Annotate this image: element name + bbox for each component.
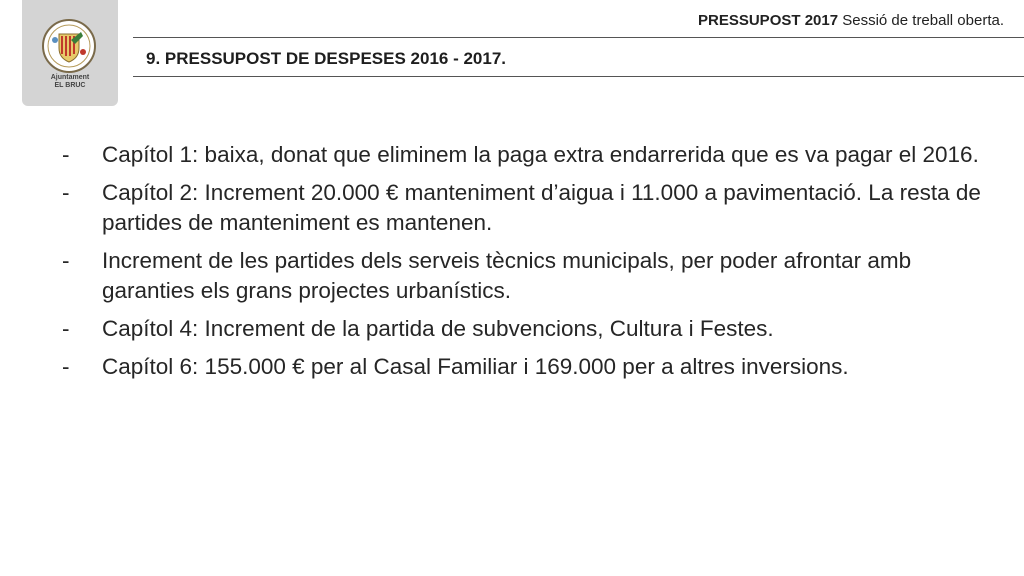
bullet-item: [62, 246, 1002, 306]
bullet-text: Increment de les partides dels serveis tècnics municipals, per poder afrontar amb garanties els grans projectes urbanístics.: [102, 248, 912, 303]
bullet-item: [62, 314, 1002, 344]
bullet-item: [62, 352, 1002, 382]
bullet-marker: -: [62, 180, 70, 205]
coat-of-arms-icon: [41, 18, 97, 74]
bullet-marker: -: [62, 354, 70, 379]
bullet-text: Capítol 1: baixa, donat que eliminem la paga extra endarrerida que es va pagar el 2016.: [102, 142, 979, 167]
logo-line-2: EL BRUC: [54, 82, 86, 89]
bullet-text: Capítol 4: Increment de la partida de subvencions, Cultura i Festes.: [102, 316, 774, 341]
logo-line-1: Ajuntament: [50, 74, 90, 81]
bullet-list: [62, 140, 1002, 390]
bullet-marker: -: [62, 248, 70, 273]
header-divider-top: [133, 37, 1024, 38]
bullet-text: Capítol 2: Increment 20.000 € manteniment d’aigua i 11.000 a pavimentació. La resta de partides de manteniment es mantenen.: [102, 180, 981, 235]
bullet-item: [62, 178, 1002, 238]
bullet-text: Capítol 6: 155.000 € per al Casal Familiar i 169.000 per a altres inversions.: [102, 354, 849, 379]
bullet-marker: -: [62, 142, 70, 167]
bullet-item: [62, 140, 1002, 170]
document-subtitle: Sessió de treball oberta.: [838, 12, 1004, 29]
bullet-marker: -: [62, 316, 70, 341]
document-title: PRESSUPOST 2017: [698, 12, 839, 29]
header-divider-bottom: [133, 76, 1024, 77]
document-header: [698, 12, 1004, 29]
municipal-logo: [22, 0, 118, 106]
section-title: 9. PRESSUPOST DE DESPESES 2016 - 2017.: [146, 49, 506, 68]
